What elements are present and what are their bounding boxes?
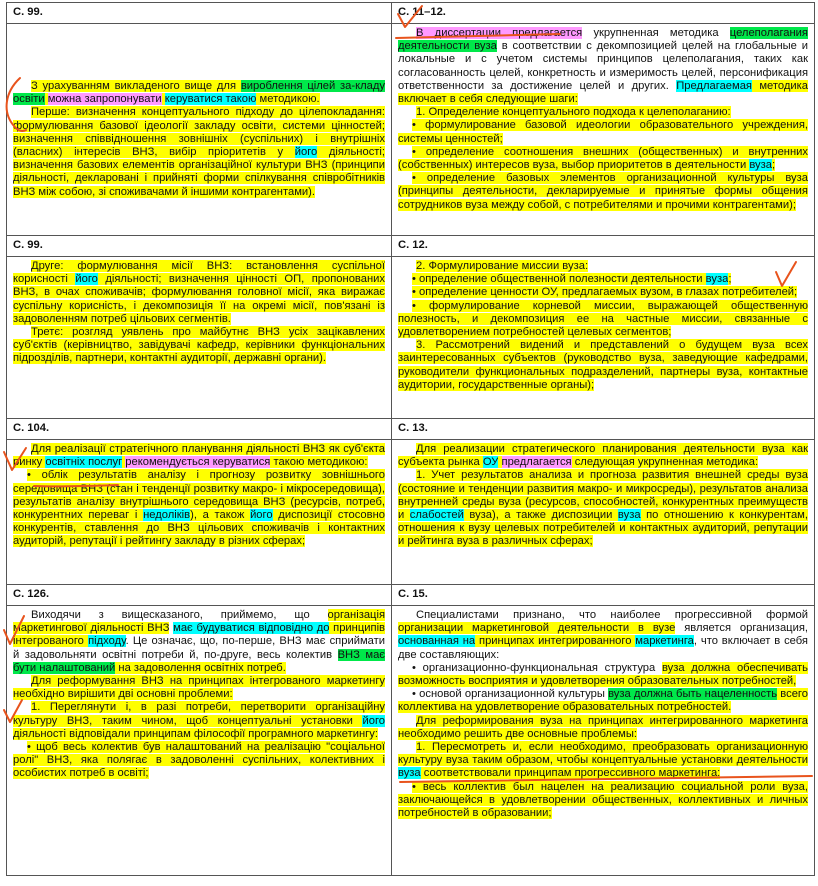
text-span: является организация,: [675, 622, 808, 635]
highlighted-text: освітніх послуг: [45, 456, 123, 469]
highlighted-text: вуза: [617, 509, 641, 522]
paragraph: [13, 443, 385, 469]
highlighted-text: 3. Рассмотрений видений и представлений о будущем вуза всех заинтересованных субъектов (руководство вуза, заведующие кафедрами, руководители функциональных подразделений, партнеры вуза,: [398, 339, 808, 378]
highlighted-text: • формулирование корневой миссии, выражающей общественную полезность, и декомпозиция ее на частные миссии, связанные с удовлетворением потребностей целевых сегментов;: [398, 299, 808, 339]
text-span: • организационно-функциональная структура: [412, 661, 662, 674]
highlighted-text: следующая укрупненная: [571, 456, 707, 469]
paragraph: [13, 80, 385, 106]
right-page-ref: С. 13.: [392, 419, 815, 440]
highlighted-text: • определение общественной полезности деятельности: [412, 273, 706, 286]
highlighted-text: 1. Переглянути і, в разі потреби, перетворити організаційну культуру ВНЗ, таким чином, щоб концептуальні установки: [13, 701, 385, 727]
bullet-item: [13, 469, 385, 548]
text-span: • основой организационной культуры: [412, 688, 609, 701]
bullet-item: [398, 146, 808, 172]
highlighted-text: 1. Определение концептуального подхода к целеполаганию:: [416, 106, 731, 119]
paragraph: [398, 609, 808, 662]
highlighted-text: діяльності відповідали принципам філософії програмного маркетингу:: [13, 727, 378, 740]
highlighted-text: • определение базовых элементов организационной культуры вуза (принципы деятельности, декларируемые и принятые формы общения сотрудников вуза между собой, с потребителями и прочими контрагентами);: [398, 172, 808, 211]
text-span: , что включает в себя две составляющих:: [398, 635, 808, 661]
bullet-item: [398, 662, 808, 688]
highlighted-text: • облік результатів аналізу і прогнозу розвитку зовнішнього середовища ВНЗ (стан і тенденції розвитку макро- і мікросередовища), результатів аналізу внутрішнього середовища ВНЗ (ресурсів, потреб, конкурентних переваг і: [13, 469, 385, 522]
highlighted-text: його: [362, 714, 385, 727]
highlighted-text: ;: [728, 273, 732, 286]
highlighted-text: Третє: розгляд уявлень про майбутнє ВНЗ усіх зацікавлених суб'єктів (керівництво, завідувачі кафедр, керівники функціональних підрозділів, партнери, контактні аудиторії, державні органи).: [13, 326, 385, 365]
left-page-ref: С. 99.: [7, 3, 392, 24]
left-text-cell: [7, 440, 392, 585]
highlighted-text: ;: [771, 159, 776, 172]
highlighted-text: має будуватися відповідно до: [173, 622, 330, 635]
highlighted-text: 1. Учет результатов анализа и прогноза развития внешней среды вуза (состояние и тенденции развития макро- и микросреды), результатов анализа внутренней среды вуза (ресурсов, способностей, конкурентных преимуществ и: [398, 469, 808, 522]
highlighted-text: методикою: [307, 456, 365, 469]
highlighted-text: контактные аудитории, государственные органы);: [398, 365, 808, 391]
highlighted-text: .: [316, 93, 320, 106]
highlighted-text: 1. Пересмотреть и, если необходимо, преобразовать организационную культуру вуза таким образом, чтобы концептуальные установки деятельности: [398, 741, 808, 767]
highlighted-text: недоліків: [143, 509, 191, 522]
table-header-row: [7, 236, 815, 257]
highlighted-text: :: [754, 456, 759, 469]
bullet-item: [398, 781, 808, 821]
highlighted-text: маркетинга: [635, 635, 694, 648]
bullet-item: [13, 741, 385, 781]
highlighted-text: ВНЗ має бути налаштований: [13, 648, 385, 674]
left-page-ref: С. 126.: [7, 585, 392, 606]
highlighted-text: методика включает в себя следующие шаги:: [398, 79, 809, 106]
right-text-cell: [392, 440, 815, 585]
highlighted-text: соответствовали принципам прогрессивного маркетинга:: [420, 767, 721, 780]
highlighted-text: керуватися такою: [164, 93, 257, 106]
highlighted-text: діяльності; визначення цінності ОП, пропонованих ВНЗ, в очах споживачів; формулювання головної місії, яка виражає суспільну корисність, і декомпозиція її на окремі місії, пов'язані із задоволенням потреб цільових сегментів.: [13, 273, 385, 325]
highlighted-text: Друге: формулювання місії ВНЗ: встановлення суспільної корисності: [13, 260, 385, 286]
left-text-cell: [7, 606, 392, 876]
highlighted-text: на задоволення освітніх потреб.: [115, 661, 286, 674]
paragraph: [398, 443, 808, 469]
highlighted-text: • определение соотношения внешних (общественных) и внутренних (собственных) интересов вуза, выбор приоритетов в деятельности: [398, 145, 808, 172]
highlighted-text: вуза: [705, 273, 729, 286]
highlighted-text: 2. Формулирование миссии вуза:: [416, 260, 589, 272]
bullet-item: [398, 119, 808, 145]
highlighted-text: вироблення цілей за-кладу освіти: [13, 80, 385, 106]
bullet-item: [398, 286, 808, 299]
paragraph: [398, 106, 808, 119]
highlighted-text: организации маркетинговой деятельности в вузе: [398, 622, 676, 635]
highlighted-text: методика: [706, 456, 755, 469]
paragraph: [398, 339, 808, 392]
bullet-item: [398, 688, 808, 714]
highlighted-text: диспозиції стосовно конкурентів, ставлення до ВНЗ цільових споживачів і контактних аудиторій, репутації і рейтингу закладу в різних сферах;: [13, 509, 385, 548]
highlighted-text: Для реформирования вуза на принципах интегрированного маркетинга необходимо решить две основные проблемы:: [398, 714, 808, 740]
right-page-ref: С. 11–12.: [392, 3, 815, 24]
highlighted-text: В диссертации предлагается: [416, 27, 583, 39]
table-header-row: [7, 419, 815, 440]
text-span: . Це означає, що, по-перше, ВНЗ має сприймати й задовольняти освітні потреби й, по-друге, весь колектив: [13, 635, 386, 661]
highlighted-text: ), а також: [190, 509, 251, 522]
highlighted-text: • определение ценности ОУ, предлагаемых вузом, в глазах потребителей;: [412, 286, 798, 299]
paragraph: [398, 715, 808, 741]
highlighted-text: можна запропонувати: [47, 93, 162, 106]
highlighted-text: Для реализации стратегического планирования деятельности вуза как субъекта рынка: [398, 443, 808, 469]
paragraph: [13, 326, 385, 366]
highlighted-text: вуза: [749, 159, 772, 172]
paragraph: [13, 701, 385, 741]
highlighted-text: предлагается: [501, 456, 572, 469]
table-header-row: [7, 585, 815, 606]
highlighted-text: Для реалізації стратегічного планування діяльності ВНЗ як суб'єкта ринку: [13, 443, 385, 469]
bullet-item: [398, 273, 808, 286]
paragraph: [398, 469, 808, 548]
highlighted-text: ОУ: [482, 456, 499, 469]
highlighted-text: З урахуванням викладеного вище для: [31, 80, 241, 92]
highlighted-text: по отношению к конкурентам, отношения к вузу целевых потребителей и контактных аудиторий, репутации и рейтинга вуза в различных сферах;: [398, 509, 808, 548]
paragraph: [13, 106, 385, 198]
table-header-row: [7, 3, 815, 24]
highlighted-text: Для реформування ВНЗ на принципах інтегрованого маркетингу необхідно вирішити дві основні проблеми:: [13, 675, 385, 701]
highlighted-text: основанная на: [398, 635, 476, 648]
paragraph: [398, 260, 808, 273]
highlighted-text: • щоб весь колектив був налаштований на реалізацію "соціальної ролі" ВНЗ, яка полягає в задоволенні суспільних, колективних і особистих потреб в освіті;: [13, 741, 385, 780]
highlighted-text: :: [364, 456, 368, 469]
table-row: [7, 24, 815, 236]
left-page-ref: С. 99.: [7, 236, 392, 257]
highlighted-text: всего коллектива на удовлетворение образовательных потребностей.: [398, 688, 808, 714]
left-text-cell: [7, 24, 392, 236]
text-span: Виходячи з вищесказаного, приймемо, що: [31, 609, 328, 621]
text-span: в соответствии с декомпозицией целей на глобальные и локальные и с учетом системы принципов целеполагания, таких как согласованность целей, конкретность и измеримость целей, персонификация ответственности за достижение целей и других.: [398, 40, 808, 92]
highlighted-text: Перше: визначення концептуального підходу до цілепокладання: формулювання базової ідеології закладу освіти, системи цінностей; визначення співвідношення зовнішніх (суспільних) і внутрішніх (власних) інтересів ВНЗ, вибір пріоритетів у: [13, 106, 385, 159]
highlighted-text: слабостей: [409, 509, 464, 522]
highlighted-text: рекомендується керуватися: [125, 456, 271, 469]
highlighted-text: Предлагаемая: [676, 79, 752, 92]
highlighted-text: принципів інтегрованого: [13, 622, 385, 648]
bullet-item: [398, 300, 808, 340]
right-text-cell: [392, 606, 815, 876]
highlighted-text: організація маркетингової діяльності ВНЗ: [13, 609, 385, 635]
text-span: Специалистами признано, что наиболее прогрессивной формой: [416, 609, 808, 621]
paragraph: [398, 27, 808, 106]
highlighted-text: його: [294, 146, 318, 159]
right-text-cell: [392, 24, 815, 236]
paragraph: [13, 675, 385, 701]
highlighted-text: методикою: [259, 93, 317, 106]
right-page-ref: С. 15.: [392, 585, 815, 606]
table-row: [7, 440, 815, 585]
highlighted-text: вуза должна обеспечивать возможность восприятия и удовлетворения образовательных потребностей,: [398, 661, 808, 688]
comparison-table: [6, 2, 815, 876]
bullet-item: [398, 172, 808, 212]
paragraph: [398, 741, 808, 781]
right-text-cell: [392, 257, 815, 419]
highlighted-text: підходу: [88, 635, 126, 648]
paragraph: [13, 609, 385, 675]
highlighted-text: вуза), а также диспозиции: [463, 509, 618, 522]
highlighted-text: целеполагания деятельности вуза: [398, 27, 808, 53]
left-text-cell: [7, 257, 392, 419]
table-row: [7, 257, 815, 419]
highlighted-text: вуза должна быть нацеленность: [608, 688, 778, 701]
text-span: укрупненная методика: [582, 27, 730, 39]
right-page-ref: С. 12.: [392, 236, 815, 257]
table-row: [7, 606, 815, 876]
highlighted-text: • формулирование базовой идеологии образовательного учреждения, системы ценностей;: [398, 119, 808, 145]
highlighted-text: • весь коллектив был нацелен на реализацию социальной роли вуза, заключающейся в удовлетворении общественных, коллективных и личных потребностей в образовании;: [398, 780, 808, 820]
left-page-ref: С. 104.: [7, 419, 392, 440]
highlighted-text: вуза: [398, 767, 421, 780]
highlighted-text: такою: [270, 456, 308, 469]
highlighted-text: діяльності; визначення базових елементів організаційної культури ВНЗ (принципи діяльності, декларовані і прийняті форми спілкування співробітників ВНЗ між собою, зі споживачами й іншими контрагентами).: [13, 146, 386, 198]
paragraph: [13, 260, 385, 326]
highlighted-text: його: [250, 509, 273, 522]
highlighted-text: принципах интегрированного: [475, 635, 636, 648]
highlighted-text: його: [75, 273, 98, 286]
